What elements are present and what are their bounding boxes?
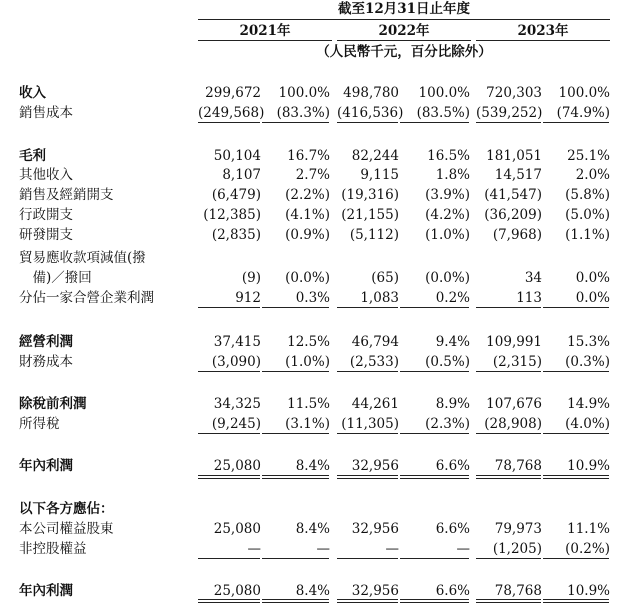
row-selling-expenses xyxy=(0,186,640,204)
row-label: 所得稅 xyxy=(19,416,60,432)
row-label: 備)／撥回 xyxy=(19,270,92,286)
amount-cell: 34 xyxy=(524,270,542,286)
amount-cell: (6,479) xyxy=(211,187,261,203)
row-finance-costs xyxy=(0,353,640,371)
percent-cell: (3.1%) xyxy=(285,416,330,432)
year-2021: 2021年 xyxy=(239,23,291,39)
subtotal-rule-jv-2 xyxy=(337,307,398,308)
percent-cell: (0.0%) xyxy=(285,270,330,286)
amount-cell: 46,794 xyxy=(351,334,399,350)
subtotal-rule-cost-0 xyxy=(198,122,260,123)
total-rule-profit-3 xyxy=(400,475,469,479)
subtotal-rule-nci-5 xyxy=(543,558,609,559)
subtotal-rule-finance-5 xyxy=(543,371,609,372)
subtotal-rule-nci-2 xyxy=(337,558,398,559)
amount-cell: 109,991 xyxy=(486,334,542,350)
amount-cell: (2,315) xyxy=(492,354,542,370)
subtotal-rule-cost-2 xyxy=(337,122,398,123)
subtotal-rule-nci-1 xyxy=(262,558,329,559)
unit-row xyxy=(0,43,640,61)
subtotal-rule-tax-4 xyxy=(476,433,541,434)
subtotal-rule-jv-1 xyxy=(262,307,329,308)
subtotal-rule-finance-2 xyxy=(337,371,398,372)
subtotal-rule-jv-5 xyxy=(543,307,609,308)
subtotal-rule-jv-3 xyxy=(400,307,469,308)
row-label: 貿易應收款項減值(撥 xyxy=(19,250,146,266)
amount-cell: 14,517 xyxy=(494,167,542,183)
percent-cell: 6.6% xyxy=(435,521,470,537)
subtotal-rule-cost-1 xyxy=(262,122,329,123)
percent-cell: 9.4% xyxy=(435,334,470,350)
amount-cell: (12,385) xyxy=(203,207,261,223)
year-header-row xyxy=(0,22,640,40)
subtotal-rule-finance-4 xyxy=(476,371,541,372)
year-2023: 2023年 xyxy=(517,23,569,39)
total-rule-profit-0 xyxy=(198,475,260,479)
row-profit-for-year xyxy=(0,457,640,475)
percent-cell: — xyxy=(316,541,330,557)
row-admin-expenses xyxy=(0,206,640,224)
percent-cell: (74.9%) xyxy=(556,105,610,121)
subtotal-rule-nci-4 xyxy=(476,558,541,559)
subtotal-rule-tax-3 xyxy=(400,433,469,434)
row-profit-before-tax xyxy=(0,395,640,413)
percent-cell: 10.9% xyxy=(567,583,610,599)
row-revenue xyxy=(0,84,640,102)
total-rule-profit-1 xyxy=(262,475,329,479)
row-profit-for-year-total xyxy=(0,582,640,600)
percent-cell: 6.6% xyxy=(435,583,470,599)
subtotal-rule-cost-5 xyxy=(543,122,609,123)
row-impairment xyxy=(0,269,640,287)
amount-cell: (65) xyxy=(371,270,399,286)
row-label: 銷售成本 xyxy=(19,105,73,121)
row-label: 年內利潤 xyxy=(19,458,73,474)
percent-cell: 100.0% xyxy=(278,85,330,101)
amount-cell: 82,244 xyxy=(351,148,399,164)
total-rule-final-4 xyxy=(476,599,541,603)
amount-cell: (21,155) xyxy=(341,207,399,223)
row-label: 行政開支 xyxy=(19,207,73,223)
percent-cell: 8.4% xyxy=(295,521,330,537)
row-label: 毛利 xyxy=(19,148,46,164)
amount-cell: 181,051 xyxy=(486,148,542,164)
amount-cell: (19,316) xyxy=(341,187,399,203)
amount-cell: 299,672 xyxy=(205,85,261,101)
amount-cell: 720,303 xyxy=(486,85,542,101)
subtotal-rule-nci-3 xyxy=(400,558,469,559)
subtotal-rule-finance-3 xyxy=(400,371,469,372)
amount-cell: (3,090) xyxy=(211,354,261,370)
period-header xyxy=(0,0,640,18)
percent-cell: (4.2%) xyxy=(425,207,470,223)
percent-cell: 1.8% xyxy=(435,167,470,183)
percent-cell: 0.0% xyxy=(575,270,610,286)
amount-cell: 32,956 xyxy=(351,521,399,537)
percent-cell: (2.2%) xyxy=(285,187,330,203)
amount-cell: 1,083 xyxy=(360,290,399,306)
percent-cell: 12.5% xyxy=(287,334,330,350)
amount-cell: 25,080 xyxy=(213,458,261,474)
percent-cell: 0.3% xyxy=(295,290,330,306)
percent-cell: 25.1% xyxy=(567,148,610,164)
amount-cell: (9) xyxy=(241,270,261,286)
percent-cell: 100.0% xyxy=(418,85,470,101)
percent-cell: (4.0%) xyxy=(565,416,610,432)
row-operating-profit xyxy=(0,333,640,351)
percent-cell: 16.7% xyxy=(287,148,330,164)
percent-cell: (83.5%) xyxy=(416,105,470,121)
year-rule-2023 xyxy=(476,40,610,41)
percent-cell: 16.5% xyxy=(427,148,470,164)
total-rule-final-3 xyxy=(400,599,469,603)
amount-cell: (11,305) xyxy=(341,416,399,432)
row-label: 研發開支 xyxy=(19,227,73,243)
total-rule-profit-2 xyxy=(337,475,398,479)
row-income-tax xyxy=(0,415,640,433)
percent-cell: 2.0% xyxy=(575,167,610,183)
amount-cell: (1,205) xyxy=(492,541,542,557)
subtotal-rule-cost-4 xyxy=(476,122,541,123)
amount-cell: 8,107 xyxy=(222,167,261,183)
amount-cell: (7,968) xyxy=(492,227,542,243)
amount-cell: 50,104 xyxy=(213,148,261,164)
subtotal-rule-finance-0 xyxy=(198,371,260,372)
row-cost-of-sales xyxy=(0,104,640,122)
row-label: 財務成本 xyxy=(19,354,73,370)
amount-cell: 32,956 xyxy=(351,583,399,599)
amount-cell: (249,568) xyxy=(198,105,265,121)
row-label: 分佔一家合營企業利潤 xyxy=(19,290,154,306)
row-label: 以下各方應佔： xyxy=(19,501,114,517)
percent-cell: 2.7% xyxy=(295,167,330,183)
percent-cell: 0.2% xyxy=(435,290,470,306)
row-impairment-label xyxy=(0,249,640,267)
row-gross-profit xyxy=(0,147,640,165)
amount-cell: (5,112) xyxy=(349,227,399,243)
percent-cell: 14.9% xyxy=(567,396,610,412)
amount-cell: 25,080 xyxy=(213,521,261,537)
amount-cell: 78,768 xyxy=(494,583,542,599)
subtotal-rule-nci-0 xyxy=(198,558,260,559)
percent-cell: (2.3%) xyxy=(425,416,470,432)
row-other-income xyxy=(0,166,640,184)
amount-cell: — xyxy=(385,541,399,557)
percent-cell: 11.1% xyxy=(567,521,610,537)
subtotal-rule-tax-2 xyxy=(337,433,398,434)
row-label: 本公司權益股東 xyxy=(19,521,114,537)
percent-cell: 6.6% xyxy=(435,458,470,474)
row-attributable-header xyxy=(0,500,640,518)
percent-cell: (83.3%) xyxy=(276,105,330,121)
amount-cell: (36,209) xyxy=(484,207,542,223)
amount-cell: — xyxy=(247,541,261,557)
amount-cell: 34,325 xyxy=(213,396,261,412)
amount-cell: 32,956 xyxy=(351,458,399,474)
row-label: 經營利潤 xyxy=(19,334,73,350)
total-rule-final-1 xyxy=(262,599,329,603)
amount-cell: (9,245) xyxy=(211,416,261,432)
amount-cell: (539,252) xyxy=(476,105,543,121)
subtotal-rule-tax-1 xyxy=(262,433,329,434)
row-label: 收入 xyxy=(19,85,46,101)
percent-cell: (5.8%) xyxy=(565,187,610,203)
percent-cell: 8.9% xyxy=(435,396,470,412)
header-rule xyxy=(198,19,610,20)
amount-cell: (2,533) xyxy=(349,354,399,370)
row-label: 除稅前利潤 xyxy=(19,396,87,412)
amount-cell: 25,080 xyxy=(213,583,261,599)
amount-cell: 912 xyxy=(235,290,261,306)
row-rd-expenses xyxy=(0,226,640,244)
percent-cell: (0.5%) xyxy=(425,354,470,370)
subtotal-rule-tax-5 xyxy=(543,433,609,434)
subtotal-rule-tax-0 xyxy=(198,433,260,434)
amount-cell: (41,547) xyxy=(484,187,542,203)
amount-cell: 107,676 xyxy=(486,396,542,412)
period-title: 截至12月31日止年度 xyxy=(337,1,471,17)
percent-cell: (4.1%) xyxy=(285,207,330,223)
percent-cell: 100.0% xyxy=(558,85,610,101)
total-rule-final-5 xyxy=(543,599,609,603)
amount-cell: (416,536) xyxy=(337,105,404,121)
total-rule-profit-5 xyxy=(543,475,609,479)
year-2022: 2022年 xyxy=(378,23,430,39)
subtotal-rule-jv-4 xyxy=(476,307,541,308)
percent-cell: 8.4% xyxy=(295,583,330,599)
subtotal-rule-jv-0 xyxy=(198,307,260,308)
percent-cell: (1.1%) xyxy=(565,227,610,243)
percent-cell: (5.0%) xyxy=(565,207,610,223)
percent-cell: (0.0%) xyxy=(425,270,470,286)
amount-cell: 113 xyxy=(516,290,542,306)
percent-cell: (0.2%) xyxy=(565,541,610,557)
percent-cell: (0.3%) xyxy=(565,354,610,370)
amount-cell: (28,908) xyxy=(484,416,542,432)
total-rule-final-0 xyxy=(198,599,260,603)
row-label: 其他收入 xyxy=(19,167,73,183)
percent-cell: (1.0%) xyxy=(425,227,470,243)
amount-cell: 498,780 xyxy=(343,85,399,101)
amount-cell: 9,115 xyxy=(360,167,399,183)
row-label: 銷售及經銷開支 xyxy=(19,187,114,203)
subtotal-rule-cost-3 xyxy=(400,122,469,123)
unit-note: （人民幣千元，百分比除外） xyxy=(316,44,492,60)
percent-cell: (3.9%) xyxy=(425,187,470,203)
percent-cell: 11.5% xyxy=(287,396,330,412)
amount-cell: 44,261 xyxy=(351,396,399,412)
year-rule-2021 xyxy=(198,40,332,41)
percent-cell: — xyxy=(456,541,470,557)
amount-cell: 78,768 xyxy=(494,458,542,474)
row-jv-share xyxy=(0,289,640,307)
amount-cell: 37,415 xyxy=(213,334,261,350)
percent-cell: 8.4% xyxy=(295,458,330,474)
subtotal-rule-finance-1 xyxy=(262,371,329,372)
total-rule-profit-4 xyxy=(476,475,541,479)
percent-cell: 15.3% xyxy=(567,334,610,350)
year-rule-2022 xyxy=(337,40,471,41)
row-label: 年內利潤 xyxy=(19,583,73,599)
percent-cell: (1.0%) xyxy=(285,354,330,370)
row-non-controlling xyxy=(0,540,640,558)
percent-cell: 10.9% xyxy=(567,458,610,474)
percent-cell: (0.9%) xyxy=(285,227,330,243)
total-rule-final-2 xyxy=(337,599,398,603)
amount-cell: 79,973 xyxy=(494,521,542,537)
row-label: 非控股權益 xyxy=(19,541,87,557)
percent-cell: 0.0% xyxy=(575,290,610,306)
row-equity-shareholders xyxy=(0,520,640,538)
amount-cell: (2,835) xyxy=(211,227,261,243)
